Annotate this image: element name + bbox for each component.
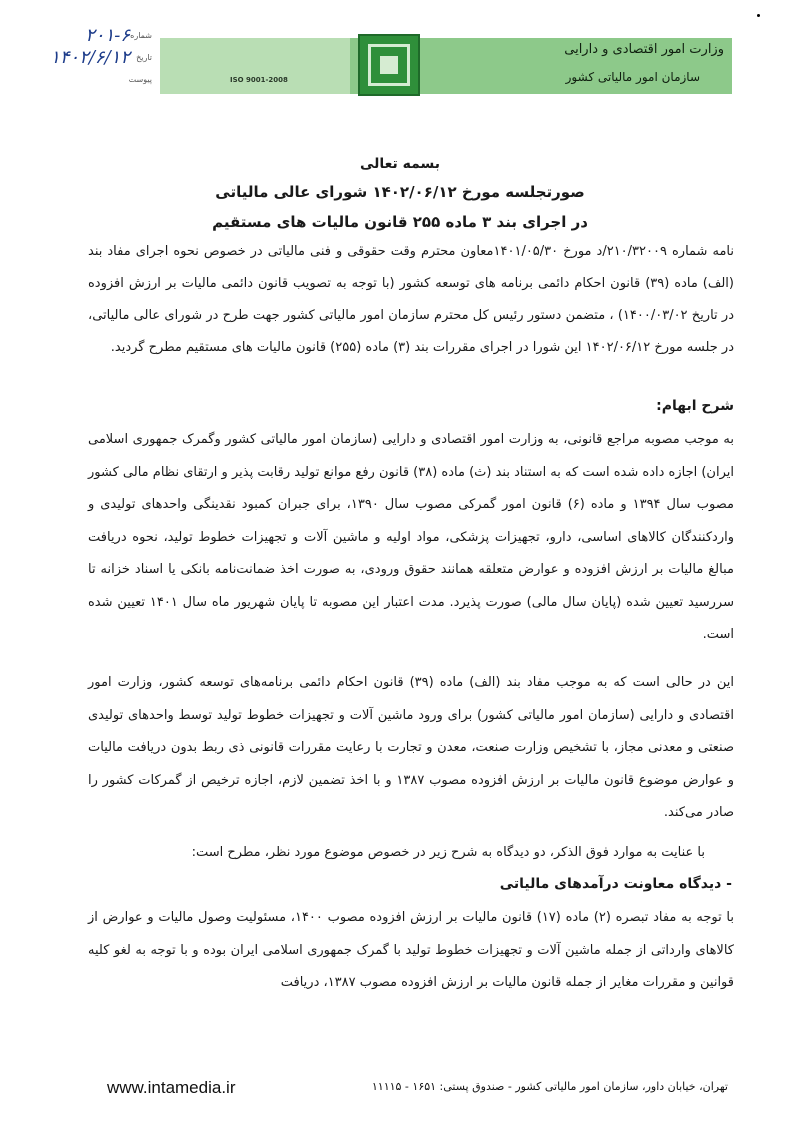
corner-mark xyxy=(757,14,760,17)
ambiguity-paragraph-1: به موجب مصوبه مراجع قانونی، به وزارت امور اقتصادی و دارایی (سازمان امور مالیاتی کشور وگمرک جمهوری اسلامی ایران) اجازه داده شده است که به استناد بند (ث) ماده (۳۸) قانون رفع موانع تولید رقابت پذیر و ارتقای نظام مالی کشور مصوب سال ۱۳۹۴ و ماده (۶) قانون امور گمرکی مصوب سال ۱۳۹۰، برای جبران کمبود نقدینگی واحدهای تولیدی و واردکنندگان کالاهای اساسی، دارو، تجهیزات پزشکی، مواد اولیه و ماشین آلات و تجهیزات خطوط تولید، نحوه دریافت مبالغ مالیات بر ارزش افزوده و عوارض متعلقه همانند حقوق ورودی، به صورت اخذ ضمانت‌نامه بانکی یا اسناد خزانه تا سررسید تعیین شده (پایان سال مالی) صورت پذیرد. مدت اعتبار این مصوبه تا پایان شهریور ماه سال ۱۴۰۱ تعیین شده است. xyxy=(88,432,734,642)
viewpoint-heading: - دیدگاه معاونت درآمدهای مالیاتی xyxy=(499,876,732,892)
iso-label: ISO 9001-2008 xyxy=(230,76,288,84)
meta-number xyxy=(12,24,152,46)
footer-website: www.intamedia.ir xyxy=(107,1078,236,1097)
number-label: شماره xyxy=(130,30,152,40)
letter-meta xyxy=(12,24,152,90)
meta-attachment xyxy=(12,68,152,90)
minutes-title: صورتجلسه مورخ ۱۴۰۲/۰۶/۱۲ شورای عالی مالیاتی xyxy=(215,183,585,201)
ambiguity-paragraph-2: این در حالی است که به موجب مفاد بند (الف) ماده (۳۹) قانون احکام دائمی برنامه‌های توسعه کشور، وزارت امور اقتصادی و دارایی (سازمان امور مالیاتی کشور) برای ورود ماشین آلات و تجهیزات خطوط تولید توسط واحدهای تولیدی صنعتی و معدنی مجاز، با تشخیص وزارت صنعت، معدن و تجارت با رعایت مقررات قانونی ذی ربط بدون دریافت مالیات و عوارض موضوع قانون مالیات بر ارزش افزوده مصوب ۱۳۸۷ و با اخذ تضمین لازم، اجازه ترخیص از گمرکات کشور را صادر می‌کند. xyxy=(88,675,734,820)
attachment-label: پیوست xyxy=(128,74,152,84)
minutes-subtitle: در اجرای بند ۳ ماده ۲۵۵ قانون مالیات های مستقیم xyxy=(212,213,588,231)
tax-organization-seal-icon xyxy=(358,34,420,96)
viewpoint-paragraph-1: با توجه به مفاد تبصره (۲) ماده (۱۷) قانون مالیات بر ارزش افزوده مصوب ۱۴۰۰، مسئولیت وصول مالیات و عوارض از کالاهای وارداتی از جمله ماشین آلات و تجهیزات خطوط تولید با گمرک جمهوری اسلامی ایران بوده و با توجه به لغو کلیه قوانین و مقررات مغایر از جمله قانون مالیات بر ارزش افزوده مصوب ۱۳۸۷، دریافت xyxy=(88,910,734,990)
organization-name: سازمان امور مالیاتی کشور xyxy=(565,70,700,84)
ministry-name: وزارت امور اقتصادی و دارایی xyxy=(564,42,724,57)
number-value: ۲۰۱-۶ xyxy=(85,24,130,46)
invocation-title: بسمه تعالی xyxy=(359,156,441,172)
date-label: تاریخ xyxy=(136,52,152,62)
footer-address: تهران، خیابان داور، سازمان امور مالیاتی کشور - صندوق پستی: ۱۶۵۱ - ۱۱۱۱۵ xyxy=(371,1080,728,1093)
header-band-light xyxy=(160,38,350,94)
ambiguity-paragraph-3: با عنایت به موارد فوق الذکر، دو دیدگاه به شرح زیر در خصوص موضوع مورد نظر، مطرح است: xyxy=(191,845,705,860)
intro-paragraph: نامه شماره ۲۱۰/۳۲۰۰۹/د مورخ ۱۴۰۱/۰۵/۳۰معاون محترم وقت حقوقی و فنی مالیاتی در خصوص نحوه اجرای مفاد بند (الف) ماده (۳۹) قانون احکام دائمی برنامه های توسعه کشور (با توجه به تصویب قانون دائمی مالیات بر ارزش افزوده در تاریخ ۱۴۰۰/۰۳/۰۲) ، متضمن دستور رئیس کل محترم سازمان امور مالیاتی کشور جهت طرح در شورای عالی مالیاتی، در جلسه مورخ ۱۴۰۲/۰۶/۱۲ این شورا در اجرای مقررات بند (۳) ماده (۲۵۵) قانون مالیات های مستقیم مطرح گردید. xyxy=(88,244,734,355)
date-value: ۱۴۰۲/۶/۱۲ xyxy=(50,46,130,68)
meta-date xyxy=(12,46,152,68)
ambiguity-heading: شرح ابهام: xyxy=(656,398,734,414)
